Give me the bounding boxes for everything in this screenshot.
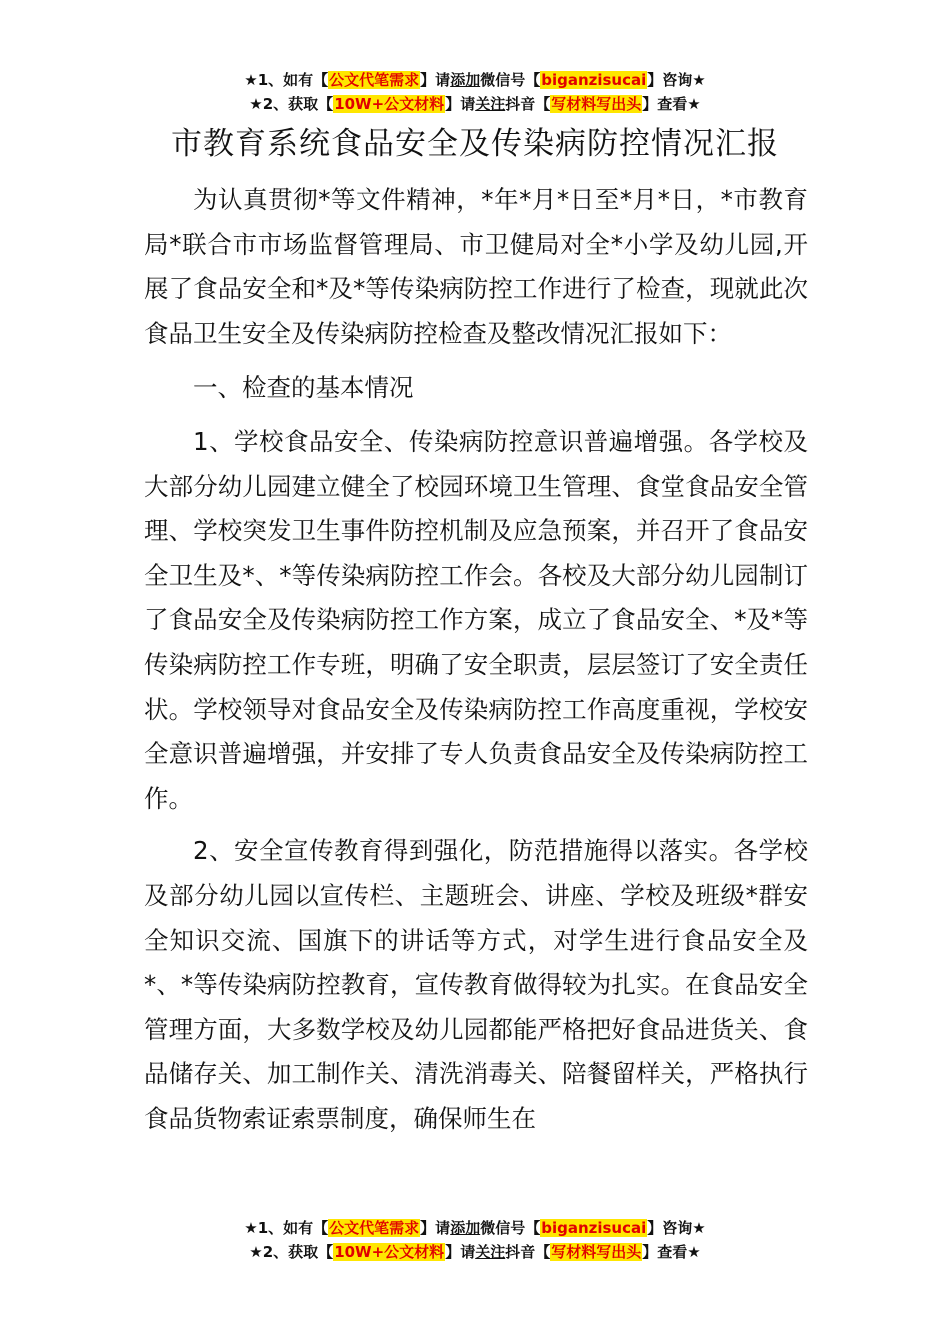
banner-text: 抖音【 — [505, 1243, 551, 1261]
paragraph-item-2: 2、安全宣传教育得到强化，防范措施得以落实。各学校及部分幼儿园以宣传栏、主题班会、讲座、学校及班级*群安全知识交流、国旗下的讲话等方式，对学生进行食品安全及*、*等传染病防控教育，宣传教育做得较为扎实。在食品安全管理方面，大多数学校及幼儿园都能严格把好食品进货关、食品储存关、加工制作关、清洗消毒关、陪餐留样关，严格执行食品货物索证索票制度，确保师生在 — [144, 836, 808, 1133]
banner-text: ★1、如有【 — [244, 1219, 329, 1237]
banner-line-2 — [0, 92, 950, 116]
banner-text: 微信号【 — [480, 71, 541, 89]
banner-highlight: 10W+公文材料 — [334, 95, 445, 113]
banner-text: 抖音【 — [505, 95, 551, 113]
banner-highlight: 10W+公文材料 — [334, 1243, 445, 1261]
banner-wechat-id: biganzisucai — [541, 71, 647, 89]
document-body — [144, 178, 808, 1141]
banner-text: ★2、获取【 — [249, 1243, 334, 1261]
banner-underline: 添加 — [450, 71, 481, 89]
banner-highlight: 写材料写出头 — [551, 1243, 642, 1261]
banner-text: 】请 — [445, 1243, 476, 1261]
banner-text: 】查看★ — [642, 1243, 701, 1261]
banner-text: 】查看★ — [642, 95, 701, 113]
banner-underline: 关注 — [475, 1243, 506, 1261]
banner-wechat-id: biganzisucai — [541, 1219, 647, 1237]
banner-text: 】咨询★ — [647, 71, 706, 89]
banner-highlight: 公文代笔需求 — [329, 1219, 420, 1237]
banner-highlight: 公文代笔需求 — [329, 71, 420, 89]
banner-text: 】咨询★ — [647, 1219, 706, 1237]
banner-text: 】请 — [420, 71, 451, 89]
section-heading: 一、检查的基本情况 — [193, 373, 414, 403]
banner-text: 】请 — [445, 95, 476, 113]
banner-line-2 — [0, 1240, 950, 1264]
banner-text: ★1、如有【 — [244, 71, 329, 89]
banner-text: 微信号【 — [480, 1219, 541, 1237]
header-banner — [0, 68, 950, 116]
banner-highlight: 写材料写出头 — [551, 95, 642, 113]
banner-underline: 关注 — [475, 95, 506, 113]
banner-underline: 添加 — [450, 1219, 481, 1237]
paragraph-item-1: 1、学校食品安全、传染病防控意识普遍增强。各学校及大部分幼儿园建立健全了校园环境卫生管理、食堂食品安全管理、学校突发卫生事件防控机制及应急预案，并召开了食品安全卫生及*、*等传染病防控工作会。各校及大部分幼儿园制订了食品安全及传染病防控工作方案，成立了食品安全、*及*等传染病防控工作专班，明确了安全职责，层层签订了安全责任状。学校领导对食品安全及传染病防控工作高度重视，学校安全意识普遍增强，并安排了专人负责食品安全及传染病防控工作。 — [144, 426, 808, 813]
paragraph-intro: 为认真贯彻*等文件精神，*年*月*日至*月*日，*市教育局*联合市市场监督管理局、市卫健局对全*小学及幼儿园,开展了食品安全和*及*等传染病防控工作进行了检查，现就此次食品卫生安全及传染病防控检查及整改情况汇报如下： — [144, 185, 808, 348]
banner-text: 】请 — [420, 1219, 451, 1237]
banner-line-1 — [0, 68, 950, 92]
document-title: 市教育系统食品安全及传染病防控情况汇报 — [171, 126, 779, 162]
banner-line-1 — [0, 1216, 950, 1240]
banner-text: ★2、获取【 — [249, 95, 334, 113]
footer-banner — [0, 1216, 950, 1264]
